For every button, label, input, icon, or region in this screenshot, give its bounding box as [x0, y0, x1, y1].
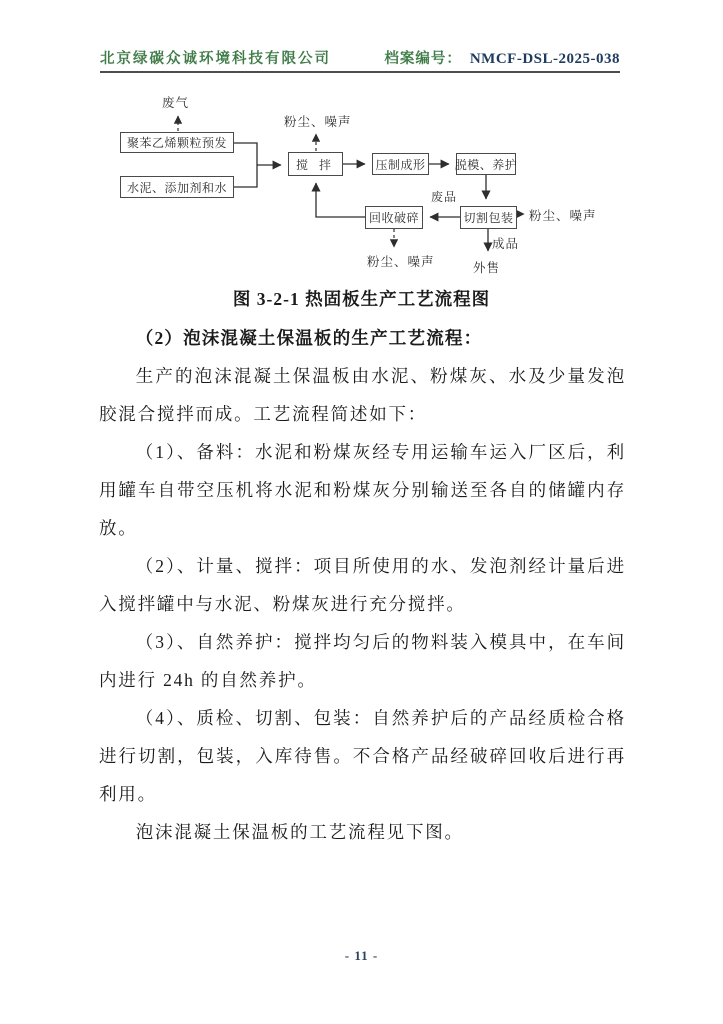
flow-label-dust-noise-bottom: 粉尘、噪声 [367, 255, 435, 269]
paragraph: 生产的泡沫混凝土保温板由水泥、粉煤灰、水及少量发泡胶混合搅拌而成。工艺流程简述如下： [99, 366, 626, 424]
flow-node-press-forming: 压制成形 [372, 153, 429, 175]
flow-label-finished-product: 成品 [492, 237, 520, 251]
paragraph: （1）、备料：水泥和粉煤灰经专用运输车运入厂区后，利用罐车自带空压机将水泥和粉煤灰分别输送至各自的储罐内存放。 [99, 442, 626, 538]
flow-label-dust-noise-top: 粉尘、噪声 [284, 115, 352, 129]
archive-number-value: NMCF-DSL-2025-038 [469, 51, 620, 67]
paragraph: 泡沫混凝土保温板的工艺流程见下图。 [135, 822, 464, 842]
flow-node-recycle-crushing: 回收破碎 [365, 206, 423, 229]
flow-label-waste-product: 废品 [431, 190, 458, 204]
merge-connector [234, 143, 257, 187]
flow-label-waste-gas: 废气 [162, 96, 190, 110]
section-heading: （2）泡沫混凝土保温板的生产工艺流程： [135, 328, 483, 348]
paragraph: （2）、计量、搅拌：项目所使用的水、发泡剂经计量后进入搅拌罐中与水泥、粉煤灰进行充分搅拌。 [99, 556, 626, 614]
flow-node-cutting-packing: 切割包装 [460, 206, 517, 229]
flowchart-connectors [0, 0, 723, 290]
flow-node-demold-curing: 脱模、养护 [456, 153, 516, 175]
body-text [99, 319, 626, 851]
flow-label-sale: 外售 [473, 261, 501, 275]
paragraph: （4）、质检、切割、包装：自然养护后的产品经质检合格进行切割，包装，入库待售。不合格产品经破碎回收后进行再利用。 [99, 708, 626, 804]
flow-node-eps-prefoam: 聚苯乙烯颗粒预发 [120, 132, 234, 153]
process-flowchart [0, 0, 723, 290]
figure-caption: 图 3-2-1 热固板生产工艺流程图 [232, 289, 491, 309]
flow-node-cement-additive: 水泥、添加剂和水 [120, 176, 234, 198]
paragraph: （3）、自然养护：搅拌均匀后的物料装入模具中，在车间内进行 24h 的自然养护。 [99, 632, 626, 690]
flow-label-dust-noise-right: 粉尘、噪声 [529, 209, 597, 223]
page-number: - 11 - [344, 948, 379, 963]
header-company-name: 北京绿碳众诚环境科技有限公司 [100, 51, 331, 67]
flow-node-mixing: 搅 拌 [288, 152, 343, 176]
archive-number-label: 档案编号： [384, 51, 462, 67]
arrow-recycle-to-mixing [316, 183, 365, 217]
